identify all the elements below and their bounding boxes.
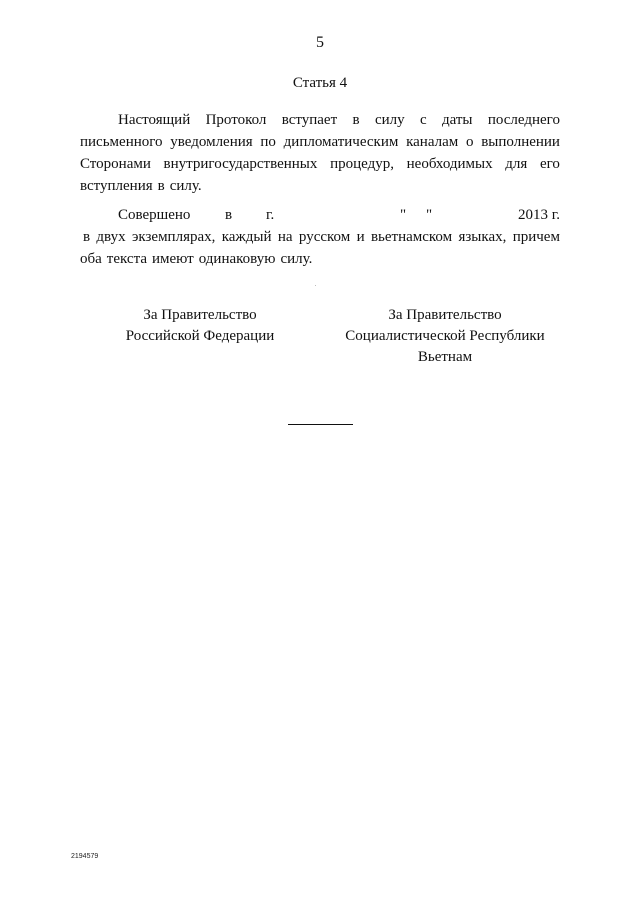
paragraph-line — [80, 175, 560, 197]
russian-federation-signatory — [100, 305, 300, 347]
word: причем — [512, 229, 560, 245]
entry-into-force-paragraph — [80, 109, 560, 197]
end-divider-line — [288, 424, 353, 425]
word: в — [83, 229, 91, 245]
signatory-line: Российской Федерации — [125, 328, 275, 344]
word: языках, — [458, 229, 507, 245]
word: силу — [374, 112, 405, 128]
paragraph-line — [80, 153, 560, 175]
word: русском — [298, 229, 351, 245]
word: его — [540, 156, 560, 172]
word: каналам — [406, 134, 459, 150]
word: в — [157, 178, 165, 194]
execution-paragraph — [80, 204, 560, 270]
page-number: 5 — [316, 34, 324, 51]
word: силу. — [169, 178, 202, 194]
signatory-line: За Правительство — [388, 307, 502, 323]
word: вступления — [80, 178, 153, 194]
word: силу. — [280, 251, 313, 267]
paragraph-line — [80, 248, 560, 270]
word: последнего — [487, 112, 560, 128]
word: Сторонами — [80, 156, 151, 172]
word: внутригосударственных — [163, 156, 318, 172]
scan-speck — [315, 285, 316, 286]
paragraph-line — [80, 131, 560, 153]
word: для — [505, 156, 528, 172]
word: в — [225, 207, 233, 223]
word: о — [465, 134, 474, 150]
word: Совершено — [118, 207, 191, 223]
date-quote-mark: " — [426, 207, 433, 223]
word: даты — [441, 112, 473, 128]
word: каждый — [221, 229, 272, 245]
article-heading: Статья 4 — [292, 75, 348, 91]
paragraph-line — [80, 226, 560, 248]
word: имеют — [151, 251, 194, 267]
paragraph-line — [80, 109, 560, 131]
word: с — [419, 112, 427, 128]
signatory-line: Вьетнам — [417, 349, 473, 365]
word: экземплярах, — [131, 229, 216, 245]
word: вступает — [281, 112, 338, 128]
word: по — [260, 134, 276, 150]
word: письменного — [80, 134, 163, 150]
date-quote-mark: " — [400, 207, 407, 223]
word: дипломатическим — [283, 134, 399, 150]
word: г. — [266, 207, 275, 223]
signatory-line: Социалистической Республики — [345, 328, 545, 344]
word: одинаковую — [198, 251, 276, 267]
word: в — [352, 112, 360, 128]
word: двух — [96, 229, 126, 245]
word: Настоящий — [118, 112, 191, 128]
word: Протокол — [205, 112, 267, 128]
word: выполнении — [481, 134, 560, 150]
vietnam-signatory — [340, 305, 550, 368]
year-text: 2013 г. — [518, 207, 560, 223]
word: уведомления — [170, 134, 253, 150]
word: на — [277, 229, 293, 245]
word: необходимых — [406, 156, 493, 172]
word: текста — [106, 251, 147, 267]
word: оба — [80, 251, 102, 267]
document-code: 2194579 — [71, 853, 99, 860]
word: процедур, — [330, 156, 394, 172]
word: и — [356, 229, 365, 245]
word: вьетнамском — [370, 229, 453, 245]
signatory-line: За Правительство — [143, 307, 257, 323]
paragraph-line — [80, 204, 560, 226]
